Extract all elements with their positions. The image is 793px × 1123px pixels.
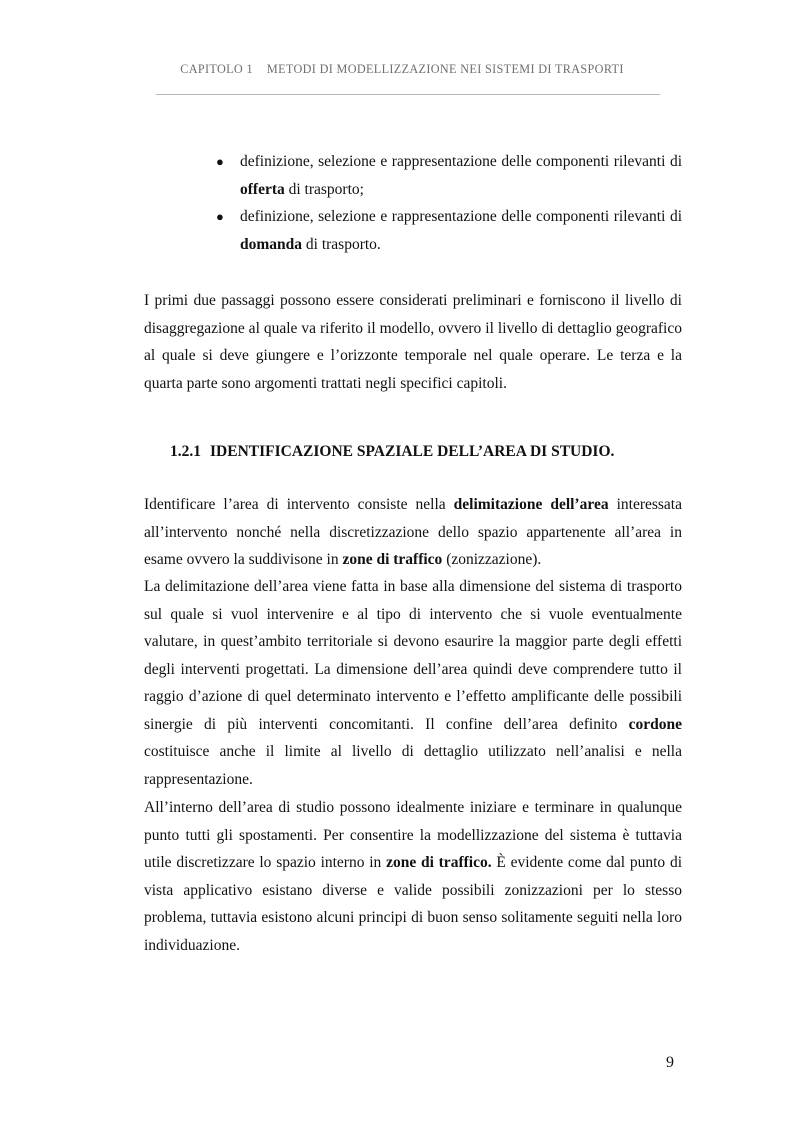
p1-bold-zone: zone di traffico bbox=[342, 551, 443, 568]
bullet-text-end: di trasporto; bbox=[284, 180, 364, 198]
p2-bold-cordone: cordone bbox=[628, 715, 682, 733]
bullet-bold-term: domanda bbox=[240, 235, 303, 253]
bullet-dot-icon: ● bbox=[216, 209, 224, 224]
p2-text-a: La delimitazione dell’area viene fatta in base alla dimensione del sistema di trasporto sul quale si vuol intervenire e al tipo di intervento che si vuole eventualmente valutare, in quest’ambito territoriale si devono esaurire la maggior parte degli effetti degli interventi progettati. La dimensione dell’area quindi deve comprendere tutto il raggio d’azione di quel determinato intervento e l’effetto amplificante delle possibili sinergie di più interventi concomitanti. Il confine dell’area definito bbox=[144, 578, 682, 733]
body-paragraph-1 bbox=[144, 491, 682, 574]
chapter-label: CAPITOLO 1 bbox=[180, 62, 253, 76]
header-rule bbox=[156, 94, 660, 95]
intro-paragraph: I primi due passaggi possono essere considerati preliminari e forniscono il livello di disaggregazione al quale va riferito il modello, ovvero il livello di dettaglio geografico al quale si deve giungere e l’orizzonte temporale nel quale operare. Le terza e la quarta parte sono argomenti trattati negli specifici capitoli. bbox=[144, 292, 682, 392]
body-paragraph-3 bbox=[144, 794, 682, 959]
p3-text-a: All’interno dell’area di studio possono idealmente iniziare e terminare in qualunque punto tutti gli spostamenti. Per consentire la modellizzazione del sistema è tuttavia utile discretizzare lo spazio interno in bbox=[144, 799, 682, 871]
p3-bold-zone: zone di traffico. bbox=[386, 854, 492, 871]
p1-text-a: Identificare l’area di intervento consiste nella bbox=[144, 496, 454, 513]
bullet-item bbox=[216, 203, 682, 258]
bullet-text-end: di trasporto. bbox=[302, 235, 381, 253]
bullet-dot-icon: ● bbox=[216, 154, 224, 169]
p2-text-c: costituisce anche il limite al livello di dettaglio utilizzato nell’analisi e nella rappresentazione. bbox=[144, 743, 682, 788]
section-number: 1.2.1 bbox=[170, 443, 201, 460]
p1-text-c: interessata all’intervento nonché nella discretizzazione dello spazio appartenente all’area in esame ovvero la suddivisone in bbox=[144, 496, 682, 568]
bullet-text: definizione, selezione e rappresentazione delle componenti rilevanti di bbox=[240, 208, 682, 225]
p1-bold-delimitazione: delimitazione dell’area bbox=[453, 496, 609, 513]
body-paragraph-2 bbox=[144, 573, 682, 793]
p1-text-d: (zonizzazione). bbox=[442, 551, 542, 568]
bullet-text: definizione, selezione e rappresentazione delle componenti rilevanti di bbox=[240, 153, 682, 170]
bullet-item bbox=[216, 148, 682, 203]
page-number: 9 bbox=[666, 1054, 674, 1071]
p3-text-c: È evidente come dal punto di vista applicativo esistano diverse e valide possibili zonizzazioni per lo stesso problema, tuttavia esistono alcuni principi di buon senso solitamente seguiti nella loro individuazione. bbox=[144, 854, 682, 954]
bullet-list bbox=[216, 148, 682, 258]
running-header bbox=[144, 62, 660, 77]
section-title: IDENTIFICAZIONE SPAZIALE DELL’AREA DI STUDIO. bbox=[210, 443, 615, 460]
bullet-bold-term: offerta bbox=[240, 180, 285, 198]
chapter-title: METODI DI MODELLIZZAZIONE NEI SISTEMI DI TRASPORTI bbox=[266, 62, 624, 76]
section-heading bbox=[170, 443, 614, 461]
